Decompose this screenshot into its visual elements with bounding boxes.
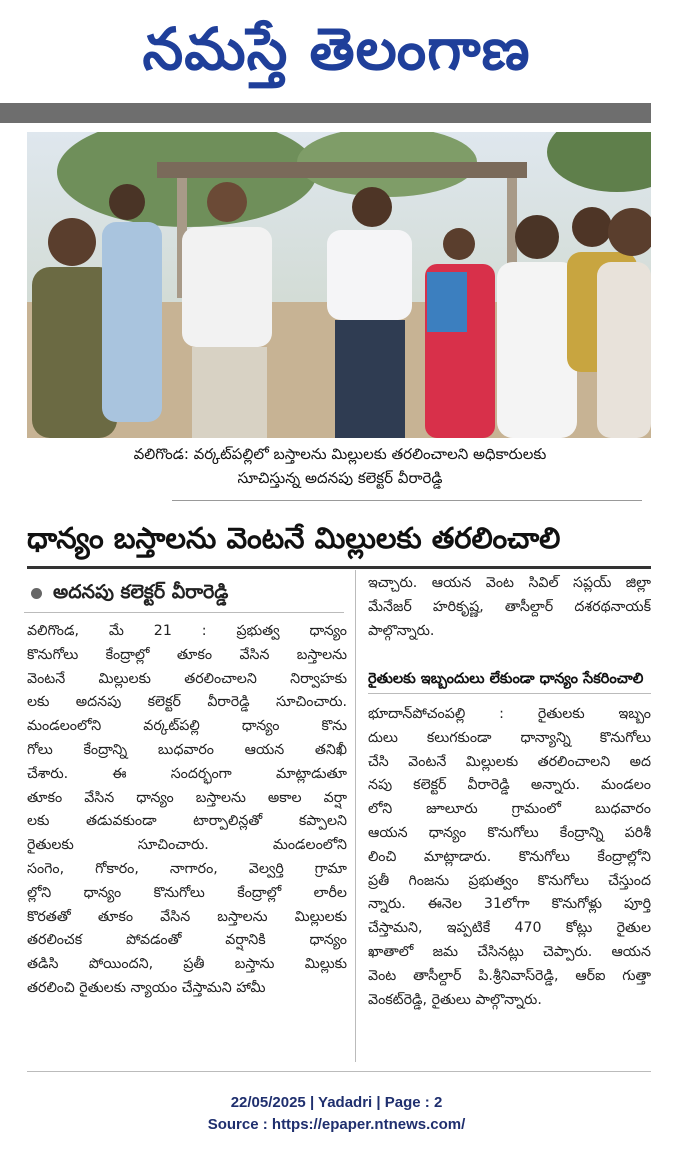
article-text-line: న్నారు. ఈనెల 31లోగా కొనుగోళ్లు పూర్తి: [368, 896, 651, 913]
article-text-line: రైతులకు సూచించారు. మండలంలోని: [27, 837, 347, 854]
article-text-line: కొరతతో తూకం వేసిన బస్తాలను మిల్లులకు: [27, 908, 347, 925]
headline-rule: [27, 566, 651, 569]
article-text-line: దులు కలుగకుండా ధాన్యాన్ని కొనుగోలు: [368, 729, 651, 746]
article-headline: ధాన్యం బస్తాలను వెంటనే మిల్లులకు తరలించాలి: [27, 521, 561, 555]
byline-rule: [24, 612, 344, 613]
article-text-line: ఖాతాలో జమ చేసినట్లు చెప్పారు. ఆయన: [368, 943, 651, 960]
byline-box: [27, 572, 347, 612]
photo-caption: [100, 442, 580, 490]
caption-rule: [172, 500, 642, 501]
caption-line-1: వలిగొండ: వర్కట్‌పల్లిలో బస్తాలను మిల్లులకు తరలించాలని అధికారులకు: [133, 445, 547, 463]
footer-date-edition: 22/05/2025 | Yadadri | Page : 2: [230, 1094, 443, 1111]
article-text-line: మండలంలోని వర్కట్‌పల్లి ధాన్యం కొను: [27, 718, 347, 735]
article-text-line: తరలించి రైతులకు న్యాయం చేస్తామని హామీ: [27, 979, 266, 996]
article-text-line: లించి మాట్లాడారు. కొనుగోలు కేంద్రాల్లోని: [368, 848, 651, 865]
left-column: [27, 620, 347, 1001]
article-text-line: భూదాన్‌పోచంపల్లి : రైతులకు ఇబ్బం: [368, 706, 651, 722]
article-subheading: రైతులకు ఇబ్బందులు లేకుండా ధాన్యం సేకరించాలి: [368, 671, 644, 687]
article-text-line: వలిగొండ, మే 21 : ప్రభుత్వ ధాన్యం: [27, 623, 347, 639]
article-text-line: ఇచ్చారు. ఆయన వెంట సివిల్ సప్లయ్ జిల్లా: [368, 575, 651, 591]
article-text-line: తడిసి పోయిందని, ప్రతీ బస్తాను మిల్లుకు: [27, 956, 347, 973]
bottom-rule: [27, 1071, 651, 1072]
caption-line-2: సూచిస్తున్న అదనపు కలెక్టర్ వీరారెడ్డి: [237, 469, 443, 487]
article-text-line: ఆయన ధాన్యం కొనుగోలు కేంద్రాన్ని పరిశీ: [368, 824, 651, 841]
article-text-line: పాల్గొన్నారు.: [368, 622, 435, 639]
article-text-line: లకు తడువకుండా టార్పాలిన్లతో కప్పాలని: [27, 813, 347, 830]
news-photo: [27, 132, 651, 438]
photo-illustration: [27, 132, 651, 438]
article-text-line: వెంట తాసీల్దార్ పి.శ్రీనివాస్‌రెడ్డి, ఆర్ఐ గుత్తా: [368, 967, 651, 984]
article-text-line: నపు కలెక్టర్ వీరారెడ్డి అన్నారు. మండలం: [368, 777, 651, 794]
masthead: [0, 0, 673, 98]
article-text-line: వెంకట్‌రెడ్డి, రైతులు పాల్గొన్నారు.: [368, 991, 542, 1008]
article-text-line: మేనేజర్ హరికృష్ణ, తాసీల్దార్ దశరథనాయక్: [368, 598, 651, 615]
subheading-rule: [368, 693, 651, 694]
article-text-line: తరలించక పోవడంతో వర్షానికి ధాన్యం: [27, 932, 347, 949]
right-column-top: [368, 572, 651, 643]
article-text-line: గోలు కేంద్రాన్ని బుధవారం ఆయన తనిఖీ: [27, 741, 347, 758]
article-text-line: సంగెం, గోకారం, నాగారం, వెల్వర్తి గ్రామా: [27, 860, 347, 877]
article-text-line: కొనుగోలు కేంద్రాల్లో తూకం వేసిన బస్తాలను: [27, 646, 347, 663]
article-text-line: లకు అదనపు కలెక్టర్ వీరారెడ్డి సూచించారు.: [27, 694, 347, 711]
bullet-icon: [31, 588, 42, 599]
article-text-line: లోని జూలూరు గ్రామంలో బుధవారం: [368, 801, 651, 818]
article-text-line: ల్లోని ధాన్యం కొనుగోలు కేంద్రాల్లో లారీల: [27, 884, 347, 901]
article-text-line: చేశారు. ఈ సందర్భంగా మాట్లాడుతూ: [27, 765, 347, 782]
right-column-bottom: [368, 703, 651, 1012]
article-text-line: చేసి వెంటనే మిల్లులకు తరలించాలని అద: [368, 753, 651, 770]
newspaper-title: నమస్తే తెలంగాణ: [142, 15, 531, 83]
footer-source: Source : https://epaper.ntnews.com/: [207, 1116, 466, 1133]
article-text-line: వెంటనే మిల్లులకు తరలించాలని నిర్వాహకు: [27, 670, 347, 687]
byline: అదనపు కలెక్టర్ వీరారెడ్డి: [53, 581, 229, 603]
column-divider: [355, 570, 356, 1062]
article-text-line: చేస్తామని, ఇప్పటికే 470 కోట్లు రైతుల: [368, 920, 651, 937]
article-text-line: తూకం వేసిన ధాన్యం బస్తాలను అకాల వర్షా: [27, 789, 347, 806]
article-text-line: ప్రతీ గింజను ప్రభుత్వం కొనుగోలు చేస్తుంద: [368, 872, 651, 889]
masthead-rule: [0, 103, 651, 123]
